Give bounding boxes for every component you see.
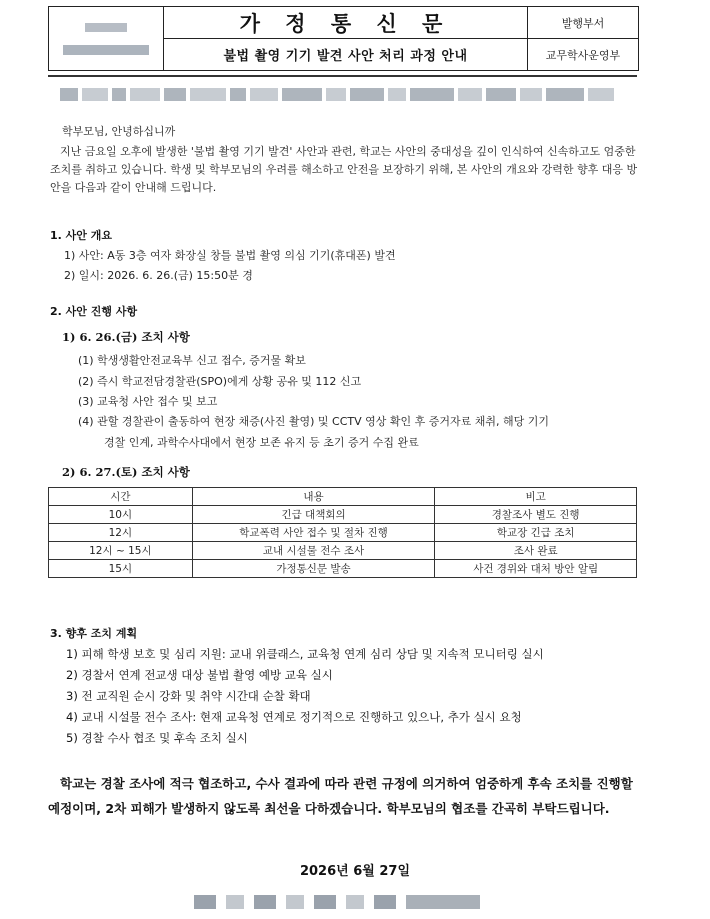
redacted-address-bar: [60, 88, 640, 101]
closing-paragraph: 학교는 경찰 조사에 적극 협조하고, 수사 결과에 따라 관련 규정에 의거하여 엄중하게 후속 조치를 진행할 예정이며, 2차 피해가 발생하지 않도록 최선을 다하겠습니다. 학부모님의 협조를 간곡히 부탁드립니다.: [48, 776, 633, 816]
redacted-block: [63, 45, 149, 55]
schedule-table: [48, 487, 637, 578]
header-table: [48, 6, 639, 71]
list-item: 3) 전 교직원 순시 강화 및 취약 시간대 순찰 확대: [66, 689, 311, 703]
list-item: (4) 관할 경찰관이 출동하여 현장 채증(사진 촬영) 및 CCTV 영상 확인 후 증거자료 채취, 해당 기기: [78, 415, 549, 428]
table-cell: 학교폭력 사안 접수 및 절차 진행: [192, 524, 435, 542]
list-item: (3) 교육청 사안 접수 및 보고: [78, 395, 218, 408]
list-item: 1) 피해 학생 보호 및 심리 지원: 교내 위클래스, 교육청 연계 심리 상담 및 지속적 모니터링 실시: [66, 647, 544, 661]
list-item: (2) 즉시 학교전담경찰관(SPO)에게 상황 공유 및 112 신고: [78, 375, 362, 388]
table-row: [49, 560, 637, 578]
section-2-title: 2. 사안 진행 사항: [50, 305, 138, 318]
table-row: [49, 542, 637, 560]
table-row: [49, 506, 637, 524]
intro-paragraph: 지난 금요일 오후에 발생한 '불법 촬영 기기 발견' 사안과 관련, 학교는 사안의 중대성을 깊이 인식하여 신속하고도 엄중한 조치를 취하고 있습니다. 학생 및 학부모님의 우려를 해소하고 안전을 보장하기 위해, 본 사안의 개요와 강력한 향후 대응 방안을 다음과 같이 안내해 드립니다.: [50, 145, 638, 194]
header-divider: [48, 75, 637, 77]
table-cell: 교내 시설물 전수 조사: [192, 542, 435, 560]
list-item: 2) 경찰서 연계 전교생 대상 불법 촬영 예방 교육 실시: [66, 668, 333, 682]
table-cell: 경찰조사 별도 진행: [435, 506, 637, 524]
section-1-title: 1. 사안 개요: [50, 229, 112, 242]
column-header: 내용: [192, 488, 435, 506]
column-header: 시간: [49, 488, 193, 506]
dept-label: 발행부서: [528, 7, 638, 39]
redacted-block: [85, 23, 127, 32]
table-header-row: [49, 488, 637, 506]
document-title: 가 정 통 신 문: [164, 7, 528, 39]
column-header: 비고: [435, 488, 637, 506]
table-cell: 학교장 긴급 조치: [435, 524, 637, 542]
issue-date: 2026년 6월 27일: [299, 864, 411, 879]
section-3-title: 3. 향후 조치 계획: [50, 627, 138, 640]
list-item: (1) 학생생활안전교육부 신고 접수, 증거물 확보: [78, 354, 306, 367]
greeting: 학부모님, 안녕하십니까: [62, 125, 176, 138]
table-cell: 15시: [49, 560, 193, 578]
table-cell: 긴급 대책회의: [192, 506, 435, 524]
list-item: 2) 일시: 2026. 6. 26.(금) 15:50분 경: [64, 269, 253, 282]
school-logo-redacted: [49, 7, 164, 70]
list-item: 1) 사안: A동 3층 여자 화장실 창틀 불법 촬영 의심 기기(휴대폰) 발견: [64, 249, 396, 262]
table-row: [49, 524, 637, 542]
subsection-title: 2) 6. 27.(토) 조치 사항: [62, 465, 190, 479]
list-item-continued: 경찰 인계, 과학수사대에서 현장 보존 유지 등 초기 증거 수집 완료: [104, 436, 419, 449]
subsection-title: 1) 6. 26.(금) 조치 사항: [62, 330, 190, 344]
table-cell: 사건 경위와 대처 방안 알림: [435, 560, 637, 578]
list-item: 4) 교내 시설물 전수 조사: 현재 교육청 연계로 정기적으로 진행하고 있으나, 추가 실시 요청: [66, 710, 522, 724]
table-cell: 가정통신문 발송: [192, 560, 435, 578]
document-subtitle: 불법 촬영 기기 발견 사안 처리 과정 안내: [164, 39, 528, 70]
table-cell: 12시: [49, 524, 193, 542]
dept-name: 교무학사운영부: [545, 48, 621, 62]
table-cell: 10시: [49, 506, 193, 524]
table-cell: 조사 완료: [435, 542, 637, 560]
list-item: 5) 경찰 수사 협조 및 후속 조치 실시: [66, 731, 248, 745]
table-cell: 12시 ~ 15시: [49, 542, 193, 560]
principal-signature-redacted: [194, 895, 514, 909]
